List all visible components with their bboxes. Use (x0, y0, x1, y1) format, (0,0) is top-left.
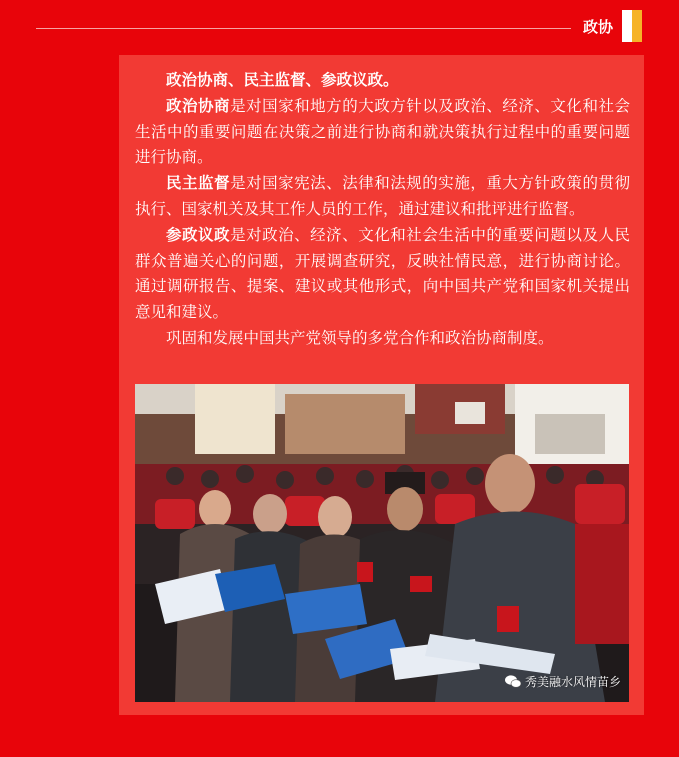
wechat-icon (505, 675, 521, 688)
photo-watermark (505, 673, 621, 690)
meeting-photo (135, 384, 629, 702)
paragraph-political-consultation (135, 94, 630, 171)
term-political-consultation: 政治协商 (166, 96, 231, 115)
header-divider (36, 28, 571, 29)
paragraph-text: 是对政治、经济、文化和社会生活中的重要问题以及人民群众普遍关心的问题，开展调查研究，反映社情民意，进行协商讨论。通过调研报告、提案、建议或其他形式，向中国共产党和国家机关提出意见和建议。 (135, 225, 630, 322)
tag-bar-yellow (632, 10, 642, 42)
paragraph-participation (135, 223, 630, 326)
term-participation: 参政议政 (166, 225, 231, 244)
paragraph-text: 是对国家和地方的大政方针以及政治、经济、文化和社会生活中的重要问题在决策之前进行协商和就决策执行过程中的重要问题进行协商。 (135, 96, 630, 167)
meeting-photo-illustration (135, 384, 629, 702)
section-label: 政协 (583, 18, 614, 36)
closing-paragraph: 巩固和发展中国共产党领导的多党合作和政治协商制度。 (166, 328, 554, 347)
article-body (135, 68, 630, 352)
article-heading: 政治协商、民主监督、参政议政。 (166, 71, 399, 89)
tag-bar-white (622, 10, 632, 42)
watermark-text: 秀美融水风情苗乡 (524, 675, 621, 689)
paragraph-democratic-supervision (135, 171, 630, 223)
paragraph-text: 是对国家宪法、法律和法规的实施，重大方针政策的贯彻执行、国家机关及其工作人员的工作，通过建议和批评进行监督。 (135, 174, 630, 218)
term-democratic-supervision: 民主监督 (166, 174, 231, 193)
